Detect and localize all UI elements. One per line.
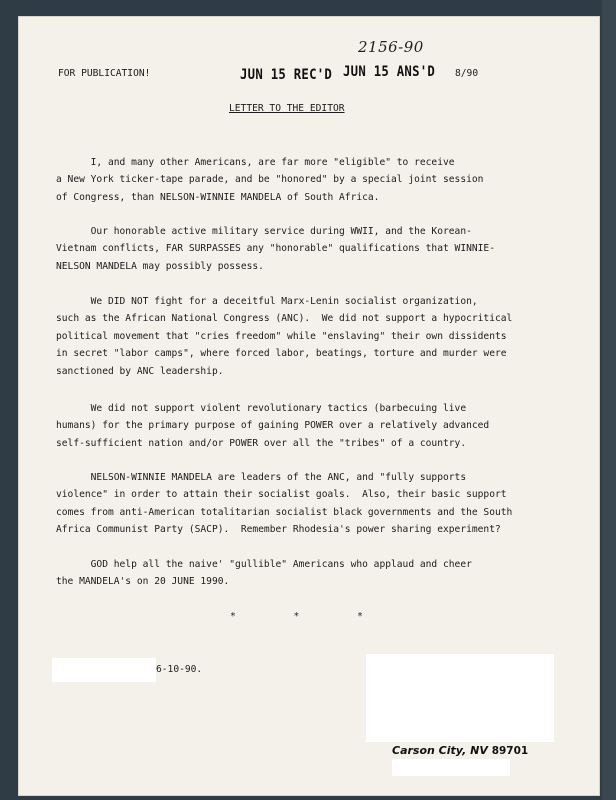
paragraph-line: NELSON MANDELA may possibly possess.: [56, 260, 264, 272]
paragraph-line: Our honorable active military service during WWII, and the Korean-: [56, 226, 472, 237]
received-date-stamp: JUN 15 REC'D: [240, 67, 333, 83]
paragraph-line: political movement that "cries freedom" while "enslaving" their own dissidents: [56, 330, 507, 342]
redacted-signature-block: [366, 654, 554, 742]
paragraph-line: Africa Communist Party (SACP). Remember Rhodesia's power sharing experiment?: [56, 524, 501, 536]
paragraph-line: comes from anti-American totalitarian socialist black governments and the South: [56, 506, 513, 518]
redacted-name: [52, 658, 156, 682]
paragraph-line: sanctioned by ANC leadership.: [56, 365, 224, 377]
paragraph-2: [56, 223, 495, 275]
paragraph-line: of Congress, than NELSON-WINNIE MANDELA of South Africa.: [56, 191, 380, 203]
zip-code: 89701: [491, 745, 529, 757]
paragraph-line: We did not support violent revolutionary tactics (barbecuing live: [56, 403, 467, 414]
date-code: 8/90: [455, 68, 479, 79]
paragraph-4: [56, 400, 489, 452]
for-publication-label: FOR PUBLICATION!: [58, 68, 151, 79]
letter-date: 6-10-90.: [156, 664, 203, 675]
section-separator: * * *: [230, 611, 363, 622]
paragraph-line: the MANDELA's on 20 JUNE 1990.: [56, 576, 230, 588]
sender-city: [392, 744, 528, 757]
paragraph-line: in secret "labor camps", where forced labor, beatings, torture and murder were: [56, 348, 507, 360]
paragraph-5: [56, 469, 512, 539]
paragraph-3: [56, 293, 512, 380]
city-name: Carson City, NV: [392, 744, 488, 757]
scan-frame-edge: [602, 0, 616, 800]
paragraph-line: I, and many other Americans, are far more "eligible" to receive: [56, 157, 455, 168]
handwritten-number: 2156-90: [358, 38, 424, 56]
paragraph-line: NELSON-WINNIE MANDELA are leaders of the ANC, and "fully supports: [56, 472, 467, 483]
paragraph-line: violence" in order to attain their socialist goals. Also, their basic support: [56, 489, 507, 501]
letter-title: LETTER TO THE EDITOR: [229, 103, 345, 114]
paragraph-line: self-sufficient nation and/or POWER over all the "tribes" of a country.: [56, 437, 467, 449]
paragraph-line: humans) for the primary purpose of gaining POWER over a relatively advanced: [56, 420, 490, 432]
redacted-address: [392, 759, 510, 776]
paragraph-line: Vietnam conflicts, FAR SURPASSES any "honorable" qualifications that WINNIE-: [56, 243, 495, 255]
paragraph-1: [56, 154, 483, 206]
paragraph-line: such as the African National Congress (ANC). We did not support a hypocritical: [56, 313, 513, 325]
answered-date-stamp: JUN 15 ANS'D: [343, 64, 436, 80]
paragraph-6: [56, 556, 472, 591]
paragraph-line: We DID NOT fight for a deceitful Marx-Lenin socialist organization,: [56, 296, 478, 307]
paragraph-line: a New York ticker-tape parade, and be "honored" by a special joint session: [56, 174, 484, 186]
paragraph-line: GOD help all the naive' "gullible" Americans who applaud and cheer: [56, 559, 472, 570]
